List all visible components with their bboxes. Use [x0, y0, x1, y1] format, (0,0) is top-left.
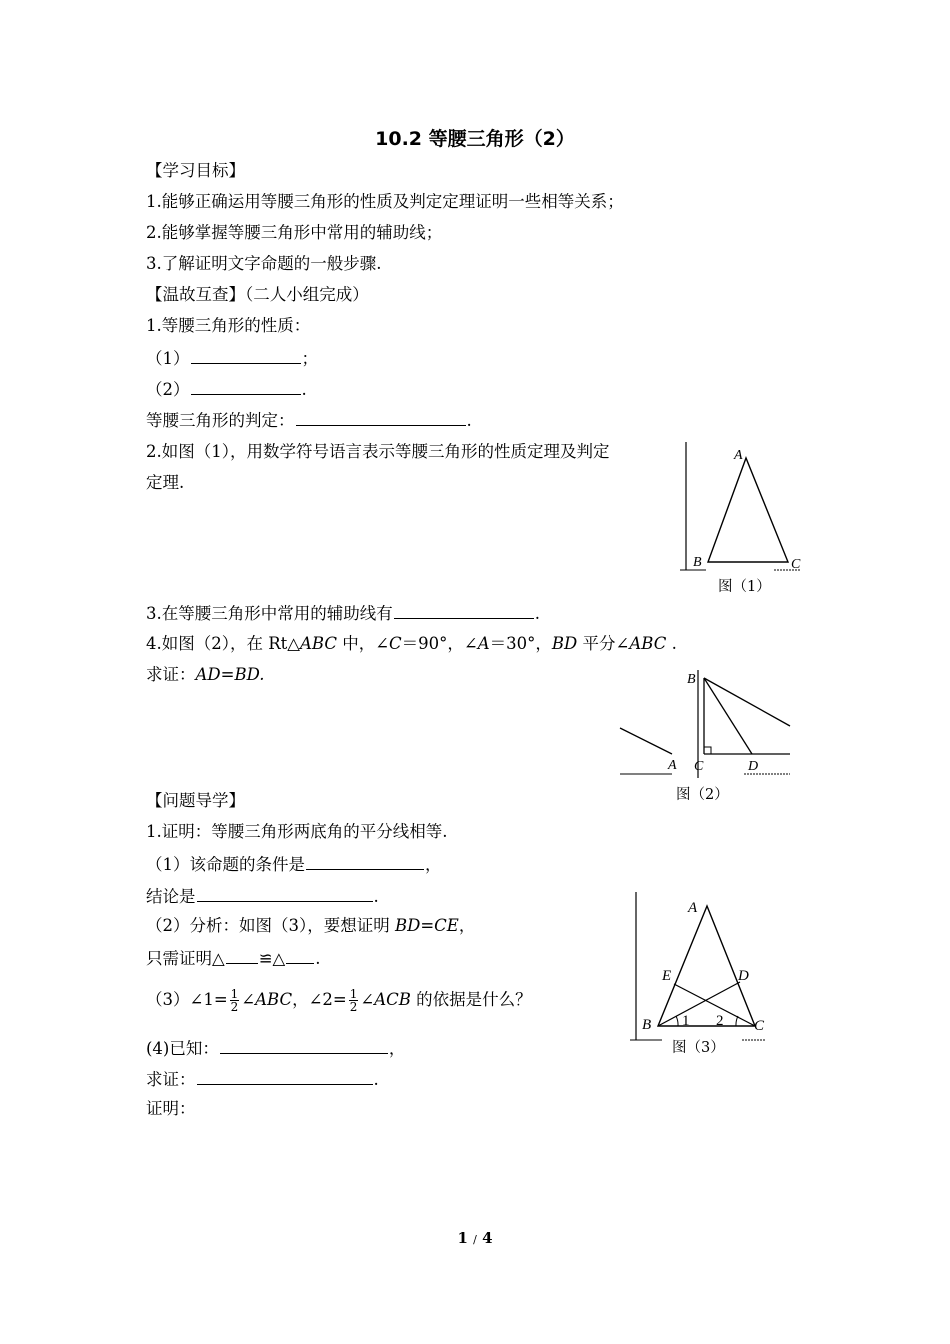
review-1c-suffix: .	[466, 411, 472, 430]
page-total: 4	[482, 1229, 493, 1247]
guide-3-text: 的依据是什么？	[410, 990, 532, 1009]
guide-5-prefix: 求证：	[146, 1070, 196, 1089]
review-4-text: ABC	[299, 634, 337, 653]
review-4-prove	[146, 664, 264, 686]
fraction-denominator: 2	[349, 1000, 358, 1014]
fraction-half	[349, 988, 359, 1013]
fig3-label-c: C	[754, 1018, 765, 1034]
review-4-text: 中，∠	[336, 634, 390, 653]
guide-3	[146, 988, 532, 1013]
review-3-suffix: .	[534, 604, 540, 623]
guide-5	[146, 1067, 379, 1091]
guide-5-suffix: .	[373, 1070, 379, 1089]
review-1a-suffix: ；	[301, 349, 318, 368]
page-number	[0, 1229, 950, 1247]
answer-blank[interactable]	[191, 377, 301, 395]
answer-blank[interactable]	[226, 946, 258, 964]
page-separator: /	[473, 1233, 477, 1246]
review-4-text: BD	[551, 634, 578, 653]
guide-4	[146, 1036, 405, 1060]
guide-1a-suffix: ，	[425, 855, 442, 874]
prove-prefix: 求证：	[146, 665, 196, 684]
isosceles-triangle-abc	[708, 458, 788, 562]
review-1b-suffix: .	[301, 380, 307, 399]
review-4-text: ＝30°，	[489, 634, 552, 653]
bisector-bd	[658, 982, 740, 1026]
guide-3-text: ACB	[374, 990, 411, 1009]
review-4-text: C	[389, 634, 402, 653]
review-1: 1.等腰三角形的性质：	[146, 316, 311, 335]
guide-1b-suffix: .	[373, 887, 379, 906]
guide-4-suffix: ，	[388, 1039, 406, 1058]
isosceles-triangle-abc	[658, 906, 755, 1026]
fraction-numerator: 1	[349, 987, 358, 1001]
figure-2-diagram	[618, 666, 794, 784]
guide-header: 【问题导学】	[146, 791, 245, 810]
review-4-text: 4.如图（2），在 Rt△	[146, 634, 300, 653]
fraction-denominator: 2	[230, 1000, 239, 1014]
review-4-text: 平分∠	[577, 634, 630, 653]
fig2-label-c: C	[694, 759, 704, 774]
fig3-angle-1-label: 1	[682, 1013, 690, 1029]
fig2-segment-ab	[620, 728, 672, 754]
answer-blank[interactable]	[286, 946, 314, 964]
objectives-header: 【学习目标】	[146, 161, 245, 180]
review-3	[146, 601, 540, 625]
guide-2-text: .	[315, 949, 321, 968]
guide-3-text: （3）∠1=	[146, 990, 228, 1009]
fraction-numerator: 1	[230, 987, 239, 1001]
guide-2-line2	[146, 946, 320, 970]
fig1-label-b: B	[693, 555, 702, 570]
angle-2-arc	[736, 1016, 738, 1026]
page-title: 10.2 等腰三角形（2）	[375, 128, 575, 150]
fig3-label-b: B	[642, 1017, 652, 1033]
figure-1-caption: 图（1）	[718, 579, 771, 595]
review-header: 【温故互查】（二人小组完成）	[146, 285, 369, 304]
guide-3-text: ∠	[241, 990, 256, 1009]
guide-2-text: ，	[458, 916, 476, 935]
guide-2-text: （2）分析：如图（3），要想证明	[146, 916, 395, 935]
guide-4-prefix: (4)已知：	[146, 1039, 219, 1058]
guide-2	[146, 915, 475, 937]
review-1a	[146, 346, 318, 370]
fig2-label-b: B	[687, 672, 696, 687]
review-1b-prefix: （2）	[146, 380, 190, 399]
fig2-label-a: A	[668, 758, 677, 773]
review-4-text: ABC	[629, 634, 667, 653]
guide-2-text: ≌△	[258, 949, 286, 968]
objective-2: 2.能够掌握等腰三角形中常用的辅助线；	[146, 223, 443, 242]
objective-3: 3.了解证明文字命题的一般步骤.	[146, 254, 382, 273]
guide-3-text: ∠	[360, 990, 375, 1009]
fraction-half	[230, 988, 240, 1013]
review-2-line2: 定理.	[146, 473, 185, 492]
review-1c-prefix: 等腰三角形的判定：	[146, 411, 295, 430]
review-1c	[146, 408, 472, 432]
angle-1-arc	[676, 1016, 678, 1026]
review-3-prefix: 3.在等腰三角形中常用的辅助线有	[146, 604, 393, 623]
guide-1b-prefix: 结论是	[146, 887, 196, 906]
review-4-text: ＝90°，∠	[401, 634, 478, 653]
guide-1b	[146, 884, 379, 908]
figure-3-caption: 图（3）	[672, 1040, 725, 1056]
fig2-label-d: D	[748, 759, 759, 774]
figure-2-caption: 图（2）	[676, 787, 729, 803]
review-1b	[146, 377, 307, 401]
fig1-label-a: A	[734, 448, 743, 463]
prove-statement: AD=BD.	[195, 665, 265, 684]
answer-blank[interactable]	[306, 852, 424, 870]
guide-3-text: ，∠2=	[292, 990, 347, 1009]
answer-blank[interactable]	[394, 601, 534, 619]
figure-3-diagram	[624, 888, 770, 1046]
answer-blank[interactable]	[197, 884, 373, 902]
objective-1: 1.能够正确运用等腰三角形的性质及判定定理证明一些相等关系；	[146, 192, 624, 211]
answer-blank[interactable]	[296, 408, 466, 426]
answer-blank[interactable]	[220, 1036, 388, 1054]
review-4	[146, 633, 677, 655]
review-4-text: .	[666, 634, 677, 653]
guide-1a	[146, 852, 442, 876]
guide-2-text: 只需证明△	[146, 949, 225, 968]
figure-1-diagram	[676, 440, 806, 580]
guide-3-text: ABC	[255, 990, 293, 1009]
right-angle-mark	[704, 747, 711, 754]
fig1-label-c: C	[791, 557, 801, 572]
review-4-text: A	[477, 634, 490, 653]
answer-blank[interactable]	[197, 1067, 373, 1085]
answer-blank[interactable]	[191, 346, 301, 364]
guide-6: 证明：	[146, 1099, 196, 1118]
fig3-angle-2-label: 2	[716, 1013, 724, 1029]
fig3-label-a: A	[688, 900, 698, 916]
fig3-label-e: E	[662, 968, 672, 984]
review-2-line1: 2.如图（1），用数学符号语言表示等腰三角形的性质定理及判定	[146, 442, 610, 461]
fig2-segment-bd	[704, 678, 752, 754]
guide-1: 1.证明：等腰三角形两底角的平分线相等.	[146, 822, 448, 841]
guide-2-text: BD=CE	[395, 916, 459, 935]
fig2-segment-ab-top	[704, 678, 790, 726]
guide-1a-prefix: （1）该命题的条件是	[146, 855, 305, 874]
review-1a-prefix: （1）	[146, 349, 190, 368]
fig3-label-d: D	[738, 968, 749, 984]
page-current: 1	[457, 1229, 468, 1247]
